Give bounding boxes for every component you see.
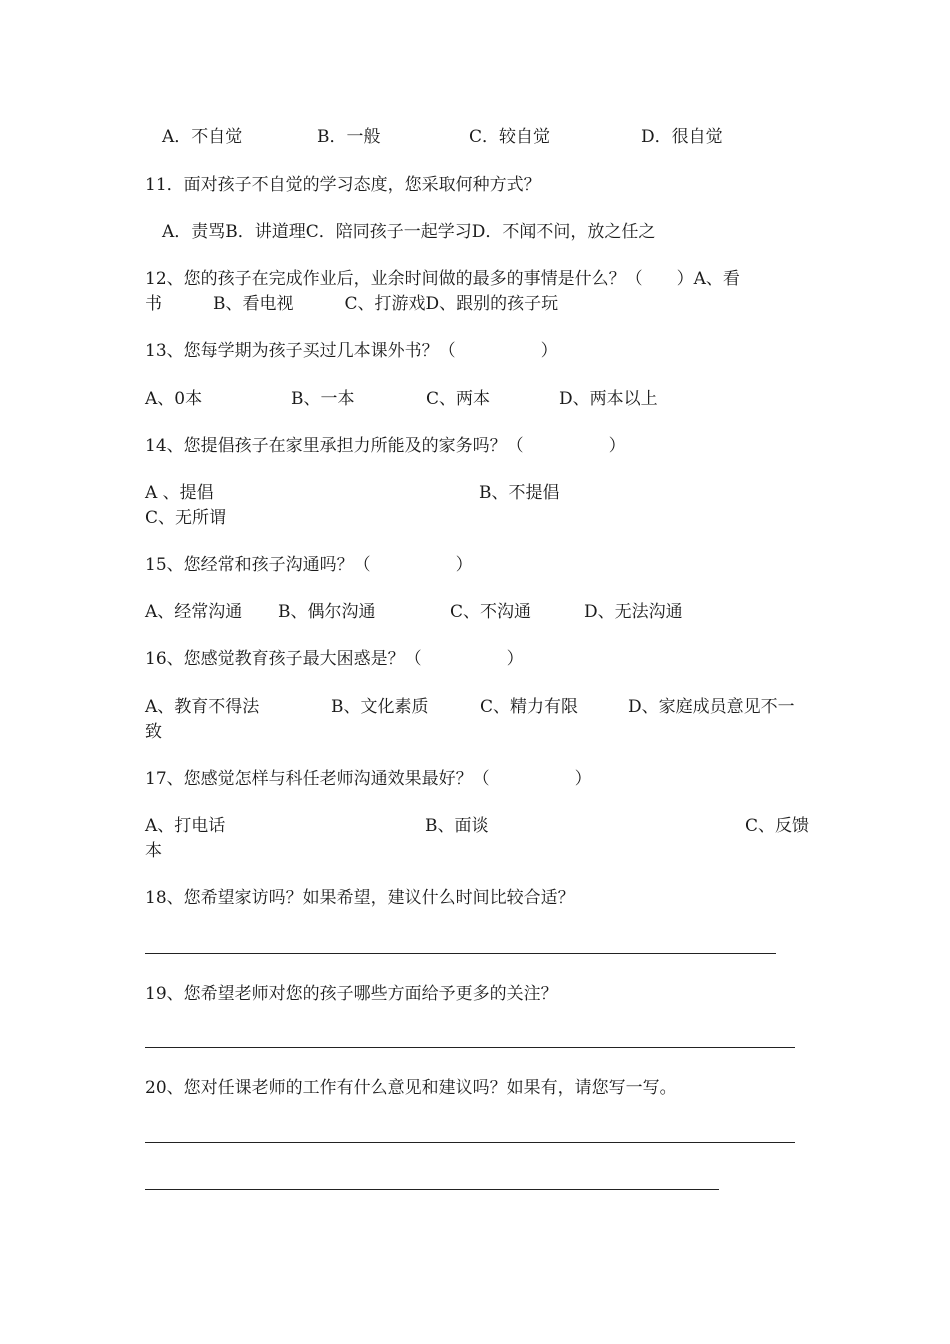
q16-question: 16、您感觉教育孩子最大困惑是？（ ） (145, 649, 524, 669)
q17-option-c: C、反馈 (745, 816, 810, 836)
q13-option-c: C、两本 (426, 389, 491, 409)
q17-question: 17、您感觉怎样与科任老师沟通效果最好？（ ） (145, 769, 592, 789)
q18-question: 18、您希望家访吗？如果希望，建议什么时间比较合适？ (145, 888, 575, 908)
q13-option-a: A、0本 (145, 389, 203, 409)
q10-option-a: A．不自觉 (162, 127, 243, 147)
q11-question: 11．面对孩子不自觉的学习态度，您采取何种方式？ (145, 175, 541, 195)
q16-option-d: D、家庭成员意见不一 (628, 697, 795, 717)
q13-option-b: B、一本 (291, 389, 355, 409)
q11-options: A．责骂B．讲道理C．陪同孩子一起学习D．不闻不问，放之任之 (162, 222, 656, 242)
q14-option-c: C、无所谓 (145, 508, 227, 528)
q13-option-d: D、两本以上 (559, 389, 658, 409)
q17-option-c-continued: 本 (145, 841, 162, 861)
q13-question: 13、您每学期为孩子买过几本课外书？（ ） (145, 341, 558, 361)
q15-option-d: D、无法沟通 (584, 602, 683, 622)
q19-answer-line[interactable] (145, 1047, 795, 1048)
q17-option-a: A、打电话 (145, 816, 226, 836)
q14-question: 14、您提倡孩子在家里承担力所能及的家务吗？（ ） (145, 436, 626, 456)
q19-question: 19、您希望老师对您的孩子哪些方面给予更多的关注？ (145, 984, 558, 1004)
q16-option-b: B、文化素质 (331, 697, 429, 717)
q10-option-b: B．一般 (317, 127, 381, 147)
q17-option-b: B、面谈 (425, 816, 489, 836)
q15-option-a: A、经常沟通 (145, 602, 243, 622)
q10-option-d: D．很自觉 (641, 127, 723, 147)
q15-option-c: C、不沟通 (450, 602, 532, 622)
q15-option-b: B、偶尔沟通 (278, 602, 376, 622)
q16-option-a: A、教育不得法 (145, 697, 260, 717)
q12-question-line1: 12、您的孩子在完成作业后，业余时间做的最多的事情是什么？（ ）A、看 (145, 269, 740, 289)
q14-option-a: A 、提倡 (145, 483, 214, 503)
q10-option-c: C．较自觉 (469, 127, 551, 147)
q18-answer-line[interactable] (145, 953, 776, 954)
q16-option-c: C、精力有限 (480, 697, 579, 717)
q16-option-d-continued: 致 (145, 722, 162, 742)
q20-answer-line-1[interactable] (145, 1142, 795, 1143)
q15-question: 15、您经常和孩子沟通吗？（ ） (145, 555, 473, 575)
q12-question-line2: 书 B、看电视 C、打游戏D、跟别的孩子玩 (145, 294, 559, 314)
q20-answer-line-2[interactable] (145, 1189, 719, 1190)
q14-option-b: B、不提倡 (479, 483, 560, 503)
q20-question: 20、您对任课老师的工作有什么意见和建议吗？如果有，请您写一写。 (145, 1078, 677, 1098)
